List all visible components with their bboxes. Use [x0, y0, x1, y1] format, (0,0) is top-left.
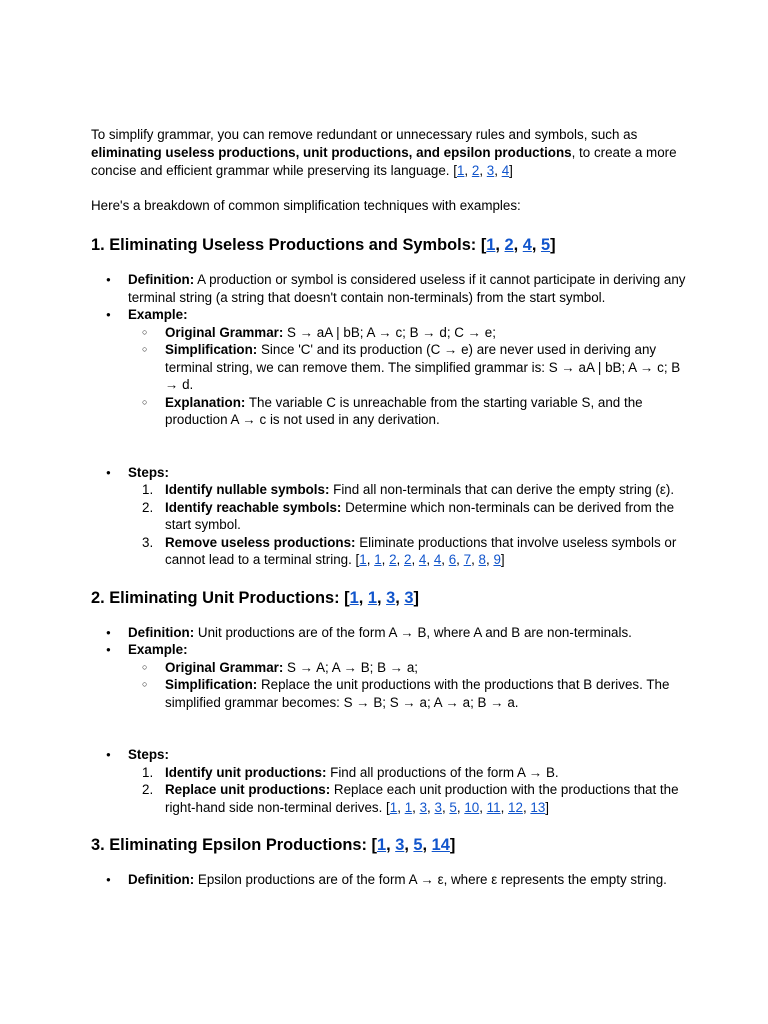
step-number: 3. [142, 534, 154, 550]
bracket-close: ] [550, 236, 556, 254]
example-sublist [128, 659, 691, 712]
definition-text: Epsilon productions are of the form A → ε, where ε represents the empty string. [194, 872, 667, 887]
subitem-text: Replace the unit productions with the productions that B derives. The simplified grammar becomes: S → B; S → a; A → a; B → a. [165, 677, 670, 710]
step-text: Determine which non-terminals can be derived from the start symbol. [165, 499, 675, 532]
subitem-text: S → A; A → B; B → a; [283, 659, 419, 675]
citation-link[interactable]: 1 [367, 588, 377, 607]
step-item: 3. Remove useless productions: Eliminate productions that involve useless symbols or cannot lead to a terminal string. [1, 1, 2, 2, 4, 4, 6, 7, 8, 9] [142, 534, 677, 567]
steps-item [91, 746, 691, 816]
document-content [91, 126, 691, 889]
step-number: 1. [142, 482, 154, 497]
example-subitem [128, 394, 691, 429]
citation-link[interactable]: 4 [433, 552, 442, 567]
citation-link[interactable]: 4 [418, 552, 427, 567]
citation-link[interactable]: 3 [434, 799, 442, 815]
step-label: Replace unit productions: [165, 782, 331, 797]
intro-text: To simplify grammar, you can remove redundant or unnecessary rules and symbols, such as [91, 127, 638, 142]
definition-item [91, 271, 691, 306]
example-sublist [128, 324, 691, 429]
bracket-close: ] [509, 163, 513, 178]
definition-text: A production or symbol is considered useless if it cannot participate in deriving any terminal string (a string that doesn't contain non-terminals) from the start symbol. [128, 272, 686, 305]
citation-link[interactable]: 2 [504, 236, 514, 254]
citation-link[interactable]: 5 [413, 836, 423, 854]
citation-link[interactable]: 1 [376, 836, 387, 854]
subitem-label: Explanation: [165, 394, 246, 410]
steps-label: Steps: [128, 747, 169, 762]
citation-link[interactable]: 1 [486, 236, 496, 254]
subitem-label: Original Grammar: [165, 324, 284, 340]
definition-item [91, 624, 691, 642]
example-label: Example: [128, 307, 188, 322]
example-subitem [128, 324, 691, 342]
steps-list [128, 764, 691, 817]
step-item [128, 481, 691, 499]
citation-link[interactable]: 1 [404, 799, 413, 815]
bracket-close: ] [449, 836, 456, 854]
step-text: Eliminate productions that involve useless symbols or cannot lead to a terminal string. [ [165, 534, 677, 567]
steps-label: Steps: [128, 464, 169, 480]
steps-list [128, 481, 691, 569]
citation-link[interactable]: 1 [359, 552, 367, 567]
citation-link[interactable]: 1 [349, 588, 359, 607]
subitem-label: Simplification: [165, 342, 258, 357]
intro-bold-text: eliminating useless productions, unit productions, and epsilon productions [91, 145, 572, 160]
citation-link[interactable]: 3 [419, 799, 428, 815]
citation-link[interactable]: 1 [389, 799, 398, 815]
definition-label: Definition: [128, 872, 195, 887]
citation-link[interactable]: 1 [456, 163, 465, 178]
subitem-label: Simplification: [165, 677, 258, 692]
step-label: Identify nullable symbols: [165, 482, 330, 497]
citation-link[interactable]: 12 [508, 799, 523, 815]
bracket-close: ] [413, 588, 419, 607]
breakdown-paragraph: Here's a breakdown of common simplification techniques with examples: [91, 198, 521, 213]
definition-text: Unit productions are of the form A → B, where A and B are non-terminals. [194, 624, 632, 640]
citation-link[interactable]: 3 [404, 588, 414, 607]
step-item [128, 499, 691, 534]
example-subitem [128, 341, 691, 394]
subitem-label: Original Grammar: [165, 659, 284, 675]
citation-link[interactable]: 2 [389, 552, 397, 567]
citation-link[interactable]: 2 [404, 552, 412, 567]
citation-link[interactable]: 9 [493, 552, 501, 567]
citation-link[interactable]: 5 [540, 236, 551, 254]
definition-label: Definition: [128, 624, 195, 640]
citation-link[interactable]: 1 [374, 552, 382, 567]
step-label: Identify unit productions: [165, 764, 327, 780]
section-2-steps [91, 746, 691, 816]
citation-link[interactable]: 3 [395, 836, 405, 854]
citation-link[interactable]: 8 [478, 552, 486, 567]
bracket-close: ] [545, 799, 550, 815]
intro-paragraph [91, 126, 691, 180]
citation-link[interactable]: 4 [522, 236, 532, 254]
steps-item [91, 464, 691, 569]
intro-text-after: , to create a more concise and efficient grammar while preserving its language. [ [91, 145, 677, 178]
citation-link[interactable]: 10 [464, 799, 480, 815]
section-heading-epsilon: 3. Eliminating Epsilon Productions: [1, 3, 5, 14] [91, 836, 456, 854]
citation-link[interactable]: 2 [471, 163, 480, 178]
citation-link[interactable]: 13 [530, 799, 546, 815]
step-text: Find all productions of the form A → B. [326, 764, 559, 780]
example-subitem [128, 676, 691, 711]
definition-item [91, 871, 691, 889]
step-number: 2. [142, 499, 154, 515]
subitem-text: S → aA | bB; A → c; B → d; C → e; [283, 324, 496, 340]
section-heading-useless: 1. Eliminating Useless Productions and Symbols: [1, 2, 4, 5] [91, 236, 556, 254]
section-title: 3. Eliminating Epsilon Productions: [ [91, 836, 377, 854]
step-number: 1. [142, 764, 154, 780]
example-label: Example: [128, 642, 188, 657]
step-text: Replace each unit production with the productions that the right-hand side non-terminal derives. [ [165, 782, 679, 815]
step-item [128, 764, 691, 782]
example-subitem [128, 659, 691, 677]
step-label: Remove useless productions: [165, 534, 356, 550]
bracket-close: ] [500, 552, 505, 567]
section-3-list [91, 871, 691, 889]
citation-link[interactable]: 11 [486, 799, 501, 815]
example-item [91, 641, 691, 711]
step-number: 2. [142, 782, 154, 797]
citation-link[interactable]: 3 [386, 588, 396, 607]
example-item [91, 306, 691, 429]
citation-link[interactable]: 7 [463, 552, 472, 567]
step-item: 2. Replace unit productions: Replace each unit production with the productions that the right-hand side non-terminal derives. [1, 1, 3, 3, 5, 10, 11, 12, 13] [142, 782, 679, 815]
subitem-text: The variable C is unreachable from the starting variable S, and the production A → c is not used in any derivation. [165, 394, 643, 427]
citation-link[interactable]: 14 [431, 836, 450, 854]
section-title: 1. Eliminating Useless Productions and Symbols: [ [91, 236, 487, 254]
citation-link[interactable]: 5 [449, 799, 457, 815]
section-title: 2. Eliminating Unit Productions: [ [91, 588, 350, 607]
subitem-text: Since 'C' and its production (C → e) are never used in deriving any terminal string, we can remove them. The simplified grammar is: S → aA | bB; A → c; B → d. [165, 342, 681, 392]
definition-label: Definition: [128, 272, 195, 287]
section-heading-unit: 2. Eliminating Unit Productions: [1, 1, 3, 3] [91, 588, 419, 607]
citation-link[interactable]: 4 [501, 163, 510, 178]
step-text: Find all non-terminals that can derive the empty string (ε). [329, 482, 675, 497]
section-2-list [91, 624, 691, 712]
citation-link[interactable]: 3 [486, 163, 495, 178]
step-label: Identify reachable symbols: [165, 499, 342, 515]
section-1-list [91, 271, 691, 429]
citation-link[interactable]: 6 [448, 552, 457, 567]
intro-citations: 1, 2, 3, 4 [456, 163, 510, 178]
section-1-steps [91, 464, 691, 569]
